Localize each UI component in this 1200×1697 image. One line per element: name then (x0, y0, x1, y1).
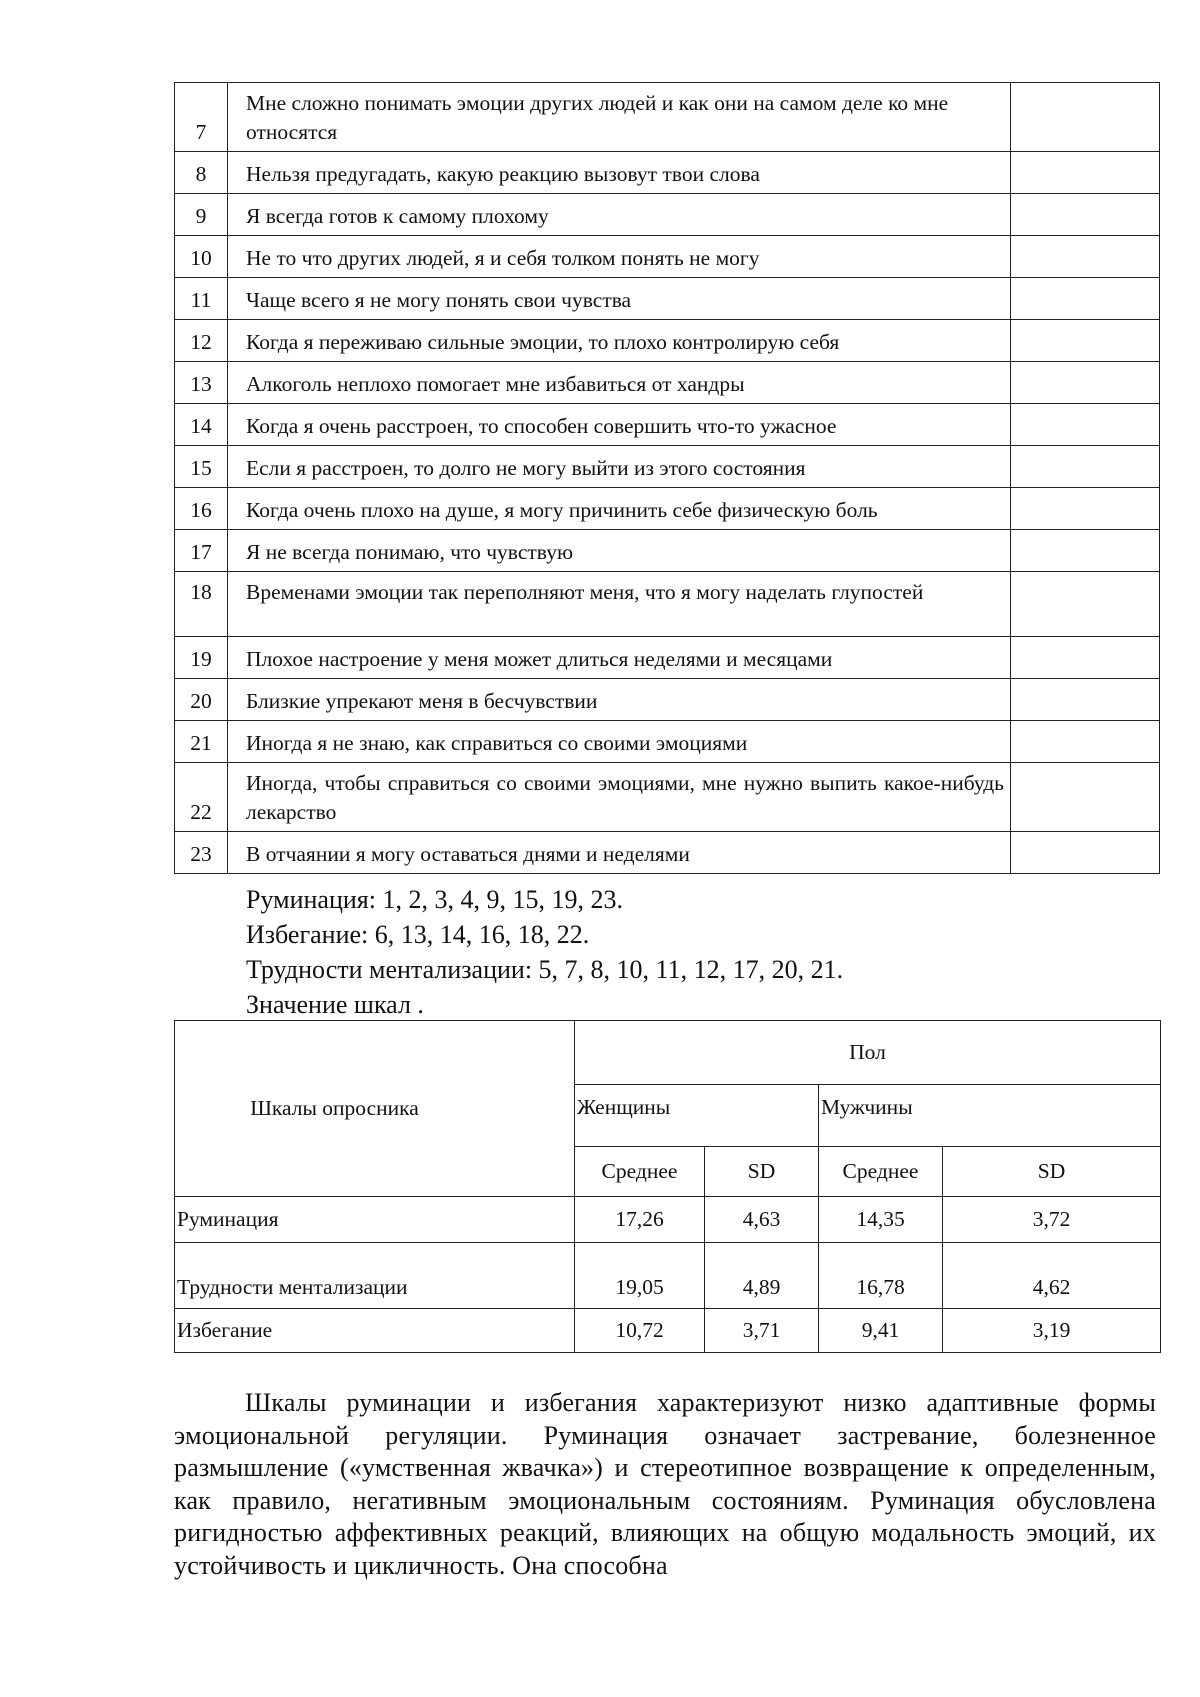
item-text: Нельзя предугадать, какую реакцию вызовут твои слова (228, 152, 1011, 194)
women-mean: 10,72 (575, 1309, 705, 1353)
item-text: Не то что других людей, я и себя толком понять не могу (228, 236, 1011, 278)
scales-header: Шкалы опросника (175, 1021, 575, 1197)
men-sd-header: SD (943, 1147, 1161, 1197)
item-number: 17 (175, 530, 228, 572)
answer-cell (1011, 572, 1160, 637)
scale-keys (246, 882, 843, 1022)
item-number: 8 (175, 152, 228, 194)
item-text: Плохое настроение у меня может длиться неделями и месяцами (228, 637, 1011, 679)
stats-table (174, 1020, 1161, 1353)
table-row (175, 530, 1160, 572)
item-text: Алкоголь неплохо помогает мне избавиться от хандры (228, 362, 1011, 404)
body-paragraph: Шкалы руминации и избегания характеризуют низко адаптивные формы эмоциональной регуляции. Руминация означает застревание, болезненное размышление («умственная жвачка») и стереотипное возвращение к определенным, как правило, негативным эмоциональным состояниям. Руминация обусловлена ригидностью аффективных реакций, влияющих на общую модальность эмоций, их устойчивость и цикличность. Она способна (174, 1388, 1156, 1580)
item-text: Мне сложно понимать эмоции других людей и как они на самом деле ко мне относятся (228, 83, 1011, 152)
answer-cell (1011, 278, 1160, 320)
item-text: Иногда, чтобы справиться со своими эмоциями, мне нужно выпить какое-нибудь лекарство (228, 763, 1011, 832)
item-text: Близкие упрекают меня в бесчувствии (228, 679, 1011, 721)
men-mean: 9,41 (819, 1309, 943, 1353)
scale-name: Руминация (175, 1197, 575, 1243)
table-row (175, 763, 1160, 832)
sex-header: Пол (575, 1021, 1161, 1085)
mentalization-key: Трудности ментализации: 5, 7, 8, 10, 11, 12, 17, 20, 21. (246, 955, 844, 984)
men-mean: 16,78 (819, 1243, 943, 1309)
answer-cell (1011, 488, 1160, 530)
women-header: Женщины (575, 1085, 819, 1147)
answer-cell (1011, 832, 1160, 874)
item-number: 22 (175, 763, 228, 832)
table-row (175, 446, 1160, 488)
item-number: 12 (175, 320, 228, 362)
item-text: Я всегда готов к самому плохому (228, 194, 1011, 236)
item-text: Временами эмоции так переполняют меня, что я могу наделать глупостей (228, 572, 1011, 637)
table-row (175, 637, 1160, 679)
table-row (175, 320, 1160, 362)
item-text: Чаще всего я не могу понять свои чувства (228, 278, 1011, 320)
answer-cell (1011, 83, 1160, 152)
table-row (175, 832, 1160, 874)
item-number: 16 (175, 488, 228, 530)
answer-cell (1011, 362, 1160, 404)
item-text: Я не всегда понимаю, что чувствую (228, 530, 1011, 572)
women-mean: 19,05 (575, 1243, 705, 1309)
table-row (175, 362, 1160, 404)
table-row (175, 572, 1160, 637)
table-row (175, 83, 1160, 152)
avoidance-key: Избегание: 6, 13, 14, 16, 18, 22. (246, 920, 590, 949)
answer-cell (1011, 530, 1160, 572)
table-row (175, 679, 1160, 721)
table-row (175, 194, 1160, 236)
item-number: 15 (175, 446, 228, 488)
table-row (175, 1309, 1161, 1353)
answer-cell (1011, 637, 1160, 679)
rumination-key: Руминация: 1, 2, 3, 4, 9, 15, 19, 23. (246, 885, 623, 914)
table-row (175, 1197, 1161, 1243)
men-mean-header: Среднее (819, 1147, 943, 1197)
item-number: 20 (175, 679, 228, 721)
item-text: Когда я очень расстроен, то способен совершить что-то ужасное (228, 404, 1011, 446)
men-header: Мужчины (819, 1085, 1161, 1147)
answer-cell (1011, 679, 1160, 721)
item-number: 9 (175, 194, 228, 236)
item-number: 19 (175, 637, 228, 679)
item-number: 14 (175, 404, 228, 446)
table-row (175, 236, 1160, 278)
answer-cell (1011, 152, 1160, 194)
women-mean: 17,26 (575, 1197, 705, 1243)
item-number: 10 (175, 236, 228, 278)
item-text: Иногда я не знаю, как справиться со своими эмоциями (228, 721, 1011, 763)
scale-name: Трудности ментализации (175, 1243, 575, 1309)
answer-cell (1011, 320, 1160, 362)
item-number: 7 (175, 83, 228, 152)
women-mean-header: Среднее (575, 1147, 705, 1197)
table-row (175, 278, 1160, 320)
table-row (175, 404, 1160, 446)
item-text: Когда очень плохо на душе, я могу причинить себе физическую боль (228, 488, 1011, 530)
answer-cell (1011, 404, 1160, 446)
item-text: В отчаянии я могу оставаться днями и неделями (228, 832, 1011, 874)
questionnaire-table (174, 82, 1160, 874)
item-number: 18 (175, 572, 228, 637)
answer-cell (1011, 194, 1160, 236)
item-number: 23 (175, 832, 228, 874)
scale-name: Избегание (175, 1309, 575, 1353)
men-mean: 14,35 (819, 1197, 943, 1243)
women-sd: 3,71 (705, 1309, 819, 1353)
answer-cell (1011, 721, 1160, 763)
item-number: 21 (175, 721, 228, 763)
answer-cell (1011, 446, 1160, 488)
women-sd-header: SD (705, 1147, 819, 1197)
answer-cell (1011, 236, 1160, 278)
item-text: Когда я переживаю сильные эмоции, то плохо контролирую себя (228, 320, 1011, 362)
table-row (175, 152, 1160, 194)
item-number: 11 (175, 278, 228, 320)
item-text: Если я расстроен, то долго не могу выйти из этого состояния (228, 446, 1011, 488)
scale-values-caption: Значение шкал . (246, 990, 424, 1019)
table-row (175, 1243, 1161, 1309)
women-sd: 4,89 (705, 1243, 819, 1309)
men-sd: 3,72 (943, 1197, 1161, 1243)
table-row (175, 1021, 1161, 1085)
women-sd: 4,63 (705, 1197, 819, 1243)
table-row (175, 488, 1160, 530)
answer-cell (1011, 763, 1160, 832)
men-sd: 3,19 (943, 1309, 1161, 1353)
item-number: 13 (175, 362, 228, 404)
table-row (175, 721, 1160, 763)
men-sd: 4,62 (943, 1243, 1161, 1309)
